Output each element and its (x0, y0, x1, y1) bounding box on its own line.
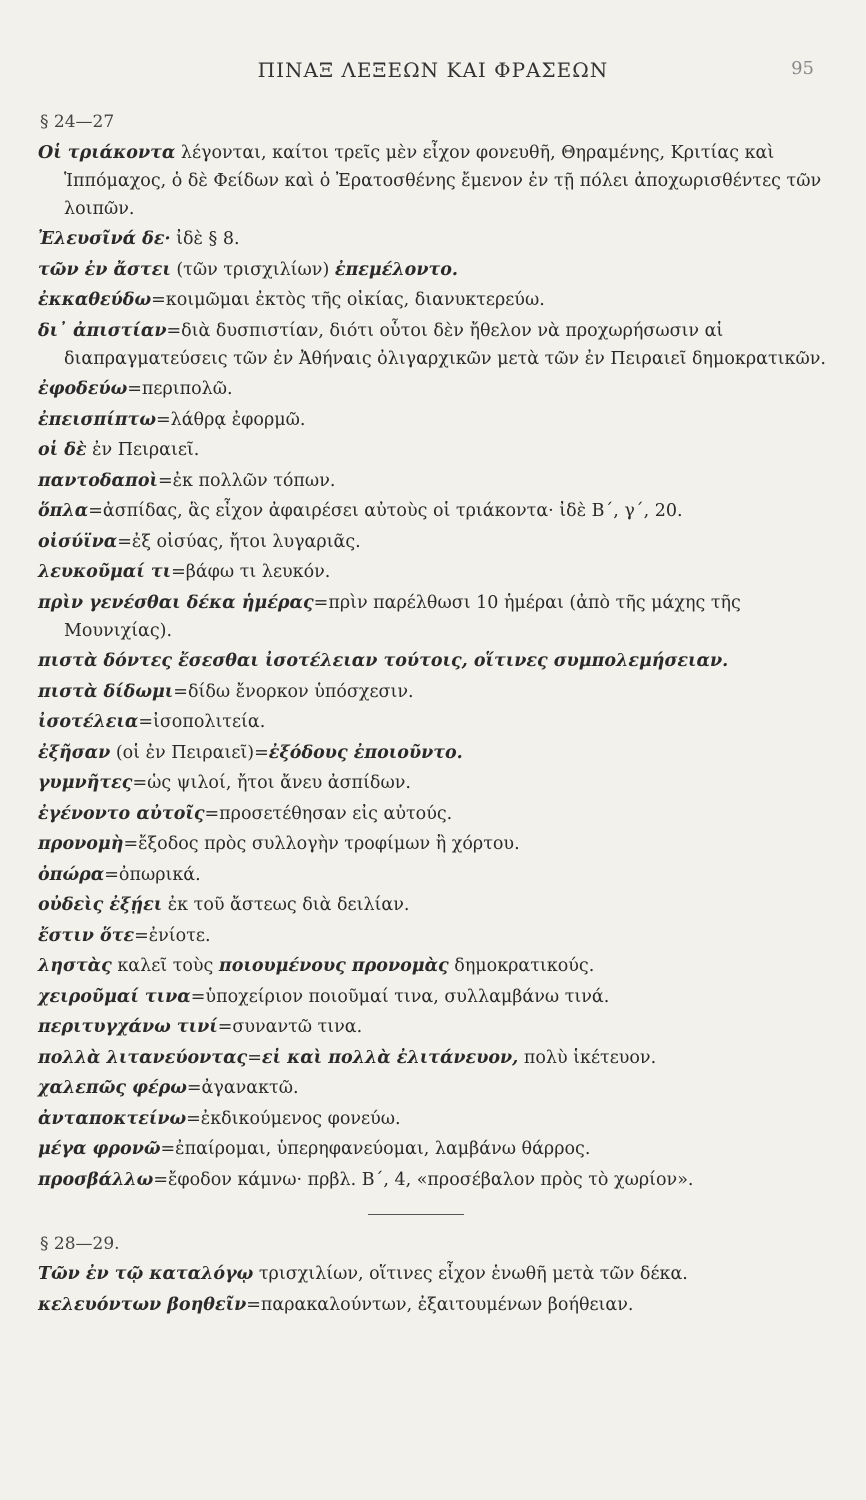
glossary-term: οἱ δὲ (38, 440, 87, 460)
glossary-term: ὅπλα (38, 501, 89, 521)
glossary-section-24-27 (38, 139, 828, 1194)
glossary-definition: καλεῖ τοὺς (111, 956, 219, 976)
glossary-entry (38, 647, 828, 675)
glossary-term: ἔστιν ὅτε (38, 925, 135, 946)
glossary-definition: =ἰσοπολιτεία. (138, 712, 266, 732)
glossary-definition: (τῶν τρισχιλίων) (170, 259, 335, 280)
glossary-term: πιστὰ δίδωμι (38, 681, 174, 702)
glossary-term: ἐγένοντο αὐτοῖς (38, 803, 205, 824)
glossary-entry (38, 1260, 828, 1288)
glossary-body (38, 108, 828, 1321)
glossary-definition: (οἱ ἐν Πειραιεῖ)= (110, 742, 269, 763)
glossary-entry (38, 1135, 828, 1163)
glossary-definition: =περιπολῶ. (127, 379, 233, 399)
glossary-definition: =πρὶν παρέλθωσι 10 ἡμέραι (ἀπὸ τῆς μάχης τῆς Μουνιχίας). (64, 592, 741, 641)
glossary-entry (38, 256, 828, 284)
glossary-entry (38, 769, 828, 797)
glossary-term: γυμνῆτες (38, 773, 133, 793)
glossary-definition: =ὑποχείριον ποιοῦμαί τινα, συλλαμβάνω τινά. (190, 986, 610, 1007)
glossary-entry (38, 497, 828, 525)
glossary-definition: =λάθρᾳ ἐφορμῶ. (155, 409, 306, 430)
glossary-definition: =ἐκδικούμενος φονεύω. (186, 1108, 401, 1129)
glossary-definition: =διὰ δυσπιστίαν, διότι οὗτοι δὲν ἤθελον νὰ προχωρήσωσιν αἱ διαπραγματεύσεις τῶν ἐν Ἀθήναις ὀλιγαρχικῶν μετὰ τῶν ἐν Πειραιεῖ δημοκρατικῶν. (64, 320, 826, 369)
glossary-definition: =παρακαλούντων, ἐξαιτουμένων βοήθειαν. (246, 1294, 634, 1315)
glossary-definition: =δίδω ἔνορκον ὑπόσχεσιν. (173, 681, 414, 702)
glossary-entry (38, 375, 828, 403)
glossary-entry (38, 225, 828, 253)
glossary-term: ἐπεισπίπτω (38, 409, 156, 430)
page-number: 95 (791, 58, 814, 79)
page-header (0, 58, 866, 86)
glossary-entry (38, 286, 828, 314)
glossary-definition: =ὡς ψιλοί, ἤτοι ἄνευ ἀσπίδων. (132, 773, 411, 793)
glossary-entry (38, 922, 828, 950)
glossary-entry (38, 1074, 828, 1102)
glossary-entry (38, 952, 828, 980)
glossary-term: κελευόντων βοηθεῖν (38, 1294, 247, 1315)
glossary-term: προσβάλλω (38, 1169, 154, 1190)
glossary-term: τῶν ἐν ἄστει (38, 259, 171, 280)
glossary-term: ἐκκαθεύδω (38, 290, 152, 310)
glossary-entry (38, 739, 828, 767)
glossary-definition: ἐκ τοῦ ἄστεως διὰ δειλίαν. (162, 895, 410, 915)
glossary-entry (38, 861, 828, 889)
glossary-term: δι᾽ ἀπιστίαν (38, 320, 167, 341)
glossary-section-28-29 (38, 1260, 828, 1319)
glossary-term: Οἱ τριάκοντα (38, 142, 176, 163)
glossary-term: οὐδεὶς ἐξῄει (38, 895, 163, 915)
glossary-term: Τῶν ἐν τῷ καταλόγῳ (38, 1264, 254, 1284)
glossary-entry (38, 1291, 828, 1319)
glossary-term: ἀνταποκτείνω (38, 1108, 187, 1129)
glossary-term: ἐξῆσαν (38, 742, 111, 763)
glossary-term: ληστὰς (38, 956, 112, 976)
glossary-entry (38, 528, 828, 556)
glossary-entry (38, 830, 828, 858)
section-heading: § 28—29. (40, 1233, 120, 1254)
glossary-definition: =ἐξ οἰσύας, ἤτοι λυγαριᾶς. (117, 531, 361, 552)
glossary-term: χειροῦμαί τινα (38, 986, 191, 1007)
glossary-entry (38, 139, 828, 223)
glossary-term: ἰσοτέλεια (38, 712, 139, 732)
glossary-definition: λέγονται, καίτοι τρεῖς μὲν εἶχον φονευθῆ, Θηραμένης, Κριτίας καὶ Ἱππόμαχος, ὁ δὲ Φείδων καὶ ὁ Ἐρατοσθένης ἔμενον ἐν τῇ πόλει ἀποχωρισθέντες τῶν λοιπῶν. (64, 142, 822, 219)
glossary-entry (38, 1166, 828, 1194)
glossary-term: προνομὴ (38, 834, 124, 854)
glossary-term: οἰσύϊνα (38, 531, 118, 552)
glossary-entry (38, 558, 828, 586)
glossary-definition: ἐν Πειραιεῖ. (86, 440, 200, 460)
glossary-definition: ἰδὲ § 8. (170, 229, 240, 249)
glossary-entry (38, 678, 828, 706)
glossary-definition: =βάφω τι λευκόν. (171, 562, 331, 582)
glossary-term: εἰ καὶ πολλὰ ἐλιτάνευον, (261, 1047, 519, 1068)
glossary-entry (38, 589, 828, 645)
glossary-entry (38, 467, 828, 495)
glossary-definition: πολὺ ἱκέτευον. (518, 1047, 657, 1068)
glossary-definition: τρισχιλίων, οἵτινες εἶχον ἑνωθῆ μετὰ τῶν δέκα. (253, 1264, 688, 1284)
glossary-definition: =κοιμῶμαι ἐκτὸς τῆς οἰκίας, διανυκτερεύω. (151, 290, 545, 310)
glossary-definition: =ἐνίοτε. (134, 925, 211, 946)
glossary-entry (38, 983, 828, 1011)
glossary-definition: =ἔφοδον κάμνω· πρβλ. Β΄, 4, «προσέβαλον πρὸς τὸ χωρίον». (153, 1169, 694, 1190)
glossary-entry (38, 1013, 828, 1041)
glossary-term: ἐφοδεύω (38, 379, 128, 399)
running-title: ΠΙΝΑΞ ΛΕΞΕΩΝ ΚΑΙ ΦΡΑΣΕΩΝ (257, 58, 609, 82)
glossary-definition: = (247, 1047, 262, 1068)
glossary-term: ὀπώρα (38, 864, 105, 885)
glossary-entry (38, 1044, 828, 1072)
glossary-entry (38, 406, 828, 434)
glossary-term: πολλὰ λιτανεύοντας (38, 1047, 248, 1068)
glossary-entry (38, 708, 828, 736)
glossary-term: ἐπεμέλοντο. (334, 259, 459, 280)
divider-line (368, 1214, 464, 1215)
glossary-entry (38, 891, 828, 919)
glossary-term: ποιουμένους προνομὰς (218, 956, 449, 976)
glossary-definition: =ὀπωρικά. (104, 864, 201, 885)
glossary-definition: =ἀσπίδας, ἃς εἶχον ἀφαιρέσει αὐτοὺς οἱ τριάκοντα· ἰδὲ Β΄, γ΄, 20. (88, 501, 683, 521)
glossary-definition: δημοκρατικούς. (448, 956, 595, 976)
glossary-definition: =ἐκ πολλῶν τόπων. (157, 470, 336, 491)
glossary-term: παντοδαποὶ (38, 470, 158, 491)
glossary-definition: =συναντῶ τινα. (217, 1017, 363, 1037)
glossary-entry (38, 1105, 828, 1133)
glossary-entry (38, 436, 828, 464)
glossary-definition: =προσετέθησαν εἰς αὐτούς. (204, 803, 453, 824)
glossary-definition: =ἐπαίρομαι, ὑπερηφανεύομαι, λαμβάνω θάρρος. (160, 1139, 591, 1159)
glossary-term: ἐξόδους ἐποιοῦντο. (268, 742, 463, 763)
glossary-term: πρὶν γενέσθαι δέκα ἡμέρας (38, 592, 314, 613)
glossary-term: χαλεπῶς φέρω (38, 1078, 187, 1098)
glossary-definition: =ἔξοδος πρὸς συλλογὴν τροφίμων ἢ χόρτου. (123, 834, 520, 854)
glossary-term: πιστὰ δόντες ἔσεσθαι ἰσοτέλειαν τούτοις, οἵτινες συμπολεμήσειαν. (38, 651, 729, 671)
section-divider (38, 1202, 828, 1226)
glossary-entry (38, 317, 828, 373)
glossary-term: μέγα φρονῶ (38, 1139, 161, 1159)
glossary-definition: =ἀγανακτῶ. (186, 1078, 299, 1098)
glossary-entry (38, 800, 828, 828)
section-heading: § 24—27 (40, 112, 115, 132)
glossary-term: Ἐλευσῖνά δε· (38, 229, 171, 249)
glossary-term: λευκοῦμαί τι (38, 562, 172, 582)
glossary-term: περιτυγχάνω τινί (38, 1017, 218, 1037)
